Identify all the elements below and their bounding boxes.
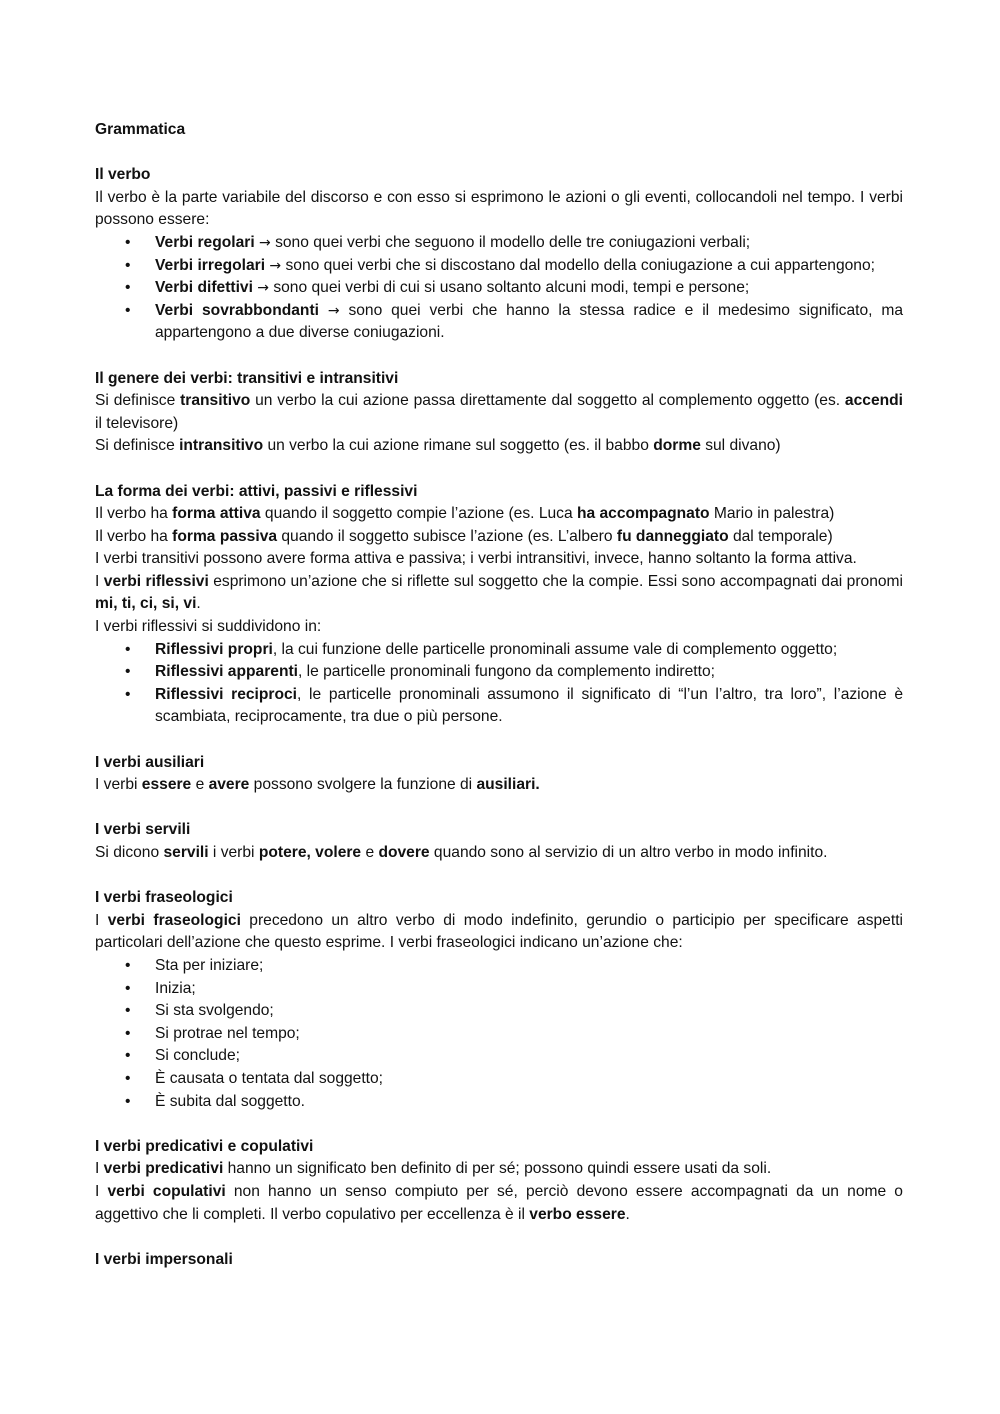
section-servili <box>95 819 903 864</box>
section-impersonali <box>95 1249 903 1272</box>
paragraph: I verbi fraseologici precedono un altro verbo di modo indefinito, gerundio o participio per specificare aspetti particolari dell’azione che questo esprime. I verbi fraseologici indicano un’azione che: <box>95 911 903 952</box>
section-heading: I verbi ausiliari <box>95 753 205 771</box>
list-item: • Inizia; <box>95 978 903 1001</box>
section-heading: I verbi servili <box>95 821 191 839</box>
section-ausiliari <box>95 752 903 797</box>
paragraph: Si definisce intransitivo un verbo la cui azione rimane sul soggetto (es. il babbo dorme sul divano) <box>95 437 781 455</box>
arrow-right-icon: → <box>257 280 269 297</box>
section-forma-verbi <box>95 481 903 730</box>
paragraph: Il verbo ha forma attiva quando il soggetto compie l’azione (es. Luca ha accompagnato Mario in palestra) <box>95 505 835 523</box>
section-heading: Il verbo <box>95 166 151 184</box>
section-il-verbo <box>95 164 903 345</box>
list-item: • Si conclude; <box>95 1045 903 1068</box>
paragraph: Il verbo è la parte variabile del discorso e con esso si esprimono le azioni o gli eventi, collocandoli nel tempo. I verbi possono essere: <box>95 188 903 229</box>
paragraph: Il verbo ha forma passiva quando il soggetto subisce l’azione (es. L’albero fu danneggiato dal temporale) <box>95 527 833 545</box>
list-item: • Riflessivi apparenti, le particelle pronominali fungono da complemento indiretto; <box>95 661 903 684</box>
section-fraseologici <box>95 887 903 1113</box>
section-heading: I verbi impersonali <box>95 1250 233 1268</box>
document-title: Grammatica <box>95 121 186 138</box>
list-item: • Verbi irregolari → sono quei verbi che si discostano dal modello della coniugazione a cui appartengono; <box>95 255 903 278</box>
list-item: • Verbi sovrabbondanti → sono quei verbi che hanno la stessa radice e il medesimo significato, ma appartengono a due diverse coniugazioni. <box>95 300 903 345</box>
bullet-list <box>95 639 903 729</box>
section-heading: I verbi predicativi e copulativi <box>95 1137 314 1155</box>
section-genere-verbi <box>95 368 903 458</box>
arrow-right-icon: → <box>327 302 340 319</box>
section-heading: Il genere dei verbi: transitivi e intransitivi <box>95 369 399 387</box>
paragraph: I verbi essere e avere possono svolgere la funzione di ausiliari. <box>95 776 540 794</box>
paragraph: Si definisce transitivo un verbo la cui azione passa direttamente dal soggetto al complemento oggetto (es. accendi il televisore) <box>95 392 903 432</box>
list-item: • Verbi regolari → sono quei verbi che seguono il modello delle tre coniugazioni verbali; <box>95 232 903 255</box>
bullet-list <box>95 232 903 345</box>
bullet-list <box>95 955 903 1113</box>
list-item: • Sta per iniziare; <box>95 955 903 978</box>
list-item: • Riflessivi reciproci, le particelle pronominali assumono il significato di “l’un l’altro, tra loro”, l’azione è scambiata, reciprocamente, tra due o più persone. <box>95 684 903 729</box>
section-predicativi-copulativi <box>95 1136 903 1226</box>
paragraph: I verbi transitivi possono avere forma attiva e passiva; i verbi intransitivi, invece, hanno soltanto la forma attiva. <box>95 550 857 568</box>
list-item: • Verbi difettivi → sono quei verbi di cui si usano soltanto alcuni modi, tempi e persone; <box>95 277 903 300</box>
paragraph: Si dicono servili i verbi potere, volere e dovere quando sono al servizio di un altro verbo in modo infinito. <box>95 844 828 861</box>
paragraph: I verbi riflessivi si suddividono in: <box>95 618 322 636</box>
paragraph: I verbi predicativi hanno un significato ben definito di per sé; possono quindi essere usati da soli. <box>95 1160 772 1178</box>
section-heading: I verbi fraseologici <box>95 889 233 907</box>
list-item: • È causata o tentata dal soggetto; <box>95 1068 903 1091</box>
list-item: • Riflessivi propri, la cui funzione delle particelle pronominali assume vale di complemento oggetto; <box>95 639 903 662</box>
paragraph: I verbi copulativi non hanno un senso compiuto per sé, perciò devono essere accompagnati da un nome o aggettivo che li completi. Il verbo copulativo per eccellenza è il verbo essere. <box>95 1182 903 1223</box>
list-item: • Si protrae nel tempo; <box>95 1023 903 1046</box>
arrow-right-icon: → <box>269 257 282 274</box>
paragraph: I verbi riflessivi esprimono un’azione che si riflette sul soggetto che la compie. Essi sono accompagnati dai pronomi mi, ti, ci, si, vi. <box>95 572 903 613</box>
arrow-right-icon: → <box>259 234 271 251</box>
list-item: • È subita dal soggetto. <box>95 1091 903 1114</box>
list-item: • Si sta svolgendo; <box>95 1000 903 1023</box>
section-heading: La forma dei verbi: attivi, passivi e riflessivi <box>95 482 418 500</box>
